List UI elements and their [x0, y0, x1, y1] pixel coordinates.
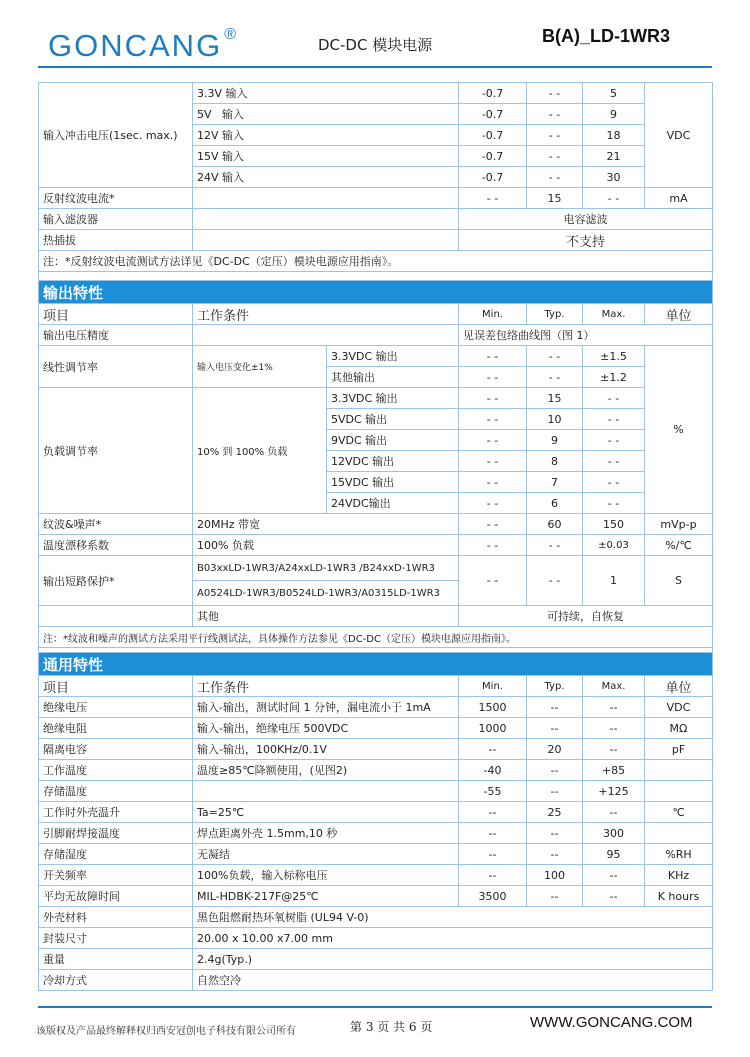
output-note: 注：*纹波和噪声的测试方法采用平行线测试法，具体操作方法参见《DC-DC（定压）模块电源应用指南》。 [39, 627, 713, 648]
input-spec-table [38, 82, 713, 293]
percent-unit: % [645, 346, 713, 514]
table-row: 反射纹波电流* - - 15 - - mA [39, 188, 713, 209]
table-row: 24V 输入 -0.7 - - 30 [39, 167, 713, 188]
table-row: 引脚耐焊接温度 焊点距离外壳 1.5mm,10 秒 -- -- 300 [39, 823, 713, 844]
table-row [39, 251, 713, 272]
section-title-general: 通用特性 [39, 653, 713, 676]
table-row: 工作温度 温度≥85℃降额使用，(见图2) -40 -- +85 [39, 760, 713, 781]
table-row: 9VDC 输出 - - 9 - - [39, 430, 713, 451]
table-row: 其他输出 - - - - ±1.2 [39, 367, 713, 388]
table-row: 冷却方式 自然空冷 [39, 970, 713, 991]
model-number: B(A)_LD-1WR3 [542, 26, 670, 46]
table-row: 输入冲击电压(1sec. max.) 3.3V 输入 -0.7 - - 5 VDC [39, 83, 713, 104]
table-row: 开关频率 100%负载，输入标称电压 -- 100 -- KHz [39, 865, 713, 886]
table-row: 存储湿度 无凝结 -- -- 95 %RH [39, 844, 713, 865]
table-row: 输出短路保护* B03xxLD-1WR3/A24xxLD-1WR3 /B24xxD-1WR3 - - - - 1 S [39, 556, 713, 581]
table-row: A0524LD-1WR3/B0524LD-1WR3/A0315LD-1WR3 [39, 581, 713, 606]
table-row: 线性调节率 输入电压变化±1% 3.3VDC 输出 - - - - ±1.5 % [39, 346, 713, 367]
table-row: 纹波&噪声* 20MHz 带宽 - - 60 150 mVp-p [39, 514, 713, 535]
table-header: 项目 工作条件 Min. Typ. Max. 单位 [39, 304, 713, 325]
table-row: 24VDC输出 - - 6 - - [39, 493, 713, 514]
table-row: 输入滤波器 电容滤波 [39, 209, 713, 230]
header-divider [38, 66, 712, 68]
table-row: 重量 2.4g(Typ.) [39, 949, 713, 970]
table-row: 封装尺寸 20.00 x 10.00 x7.00 mm [39, 928, 713, 949]
table-row: 外壳材料 黑色阻燃耐热环氧树脂 (UL94 V-0) [39, 907, 713, 928]
surge-label: 输入冲击电压(1sec. max.) [39, 83, 193, 188]
table-row: 平均无故障时间 MIL-HDBK-217F@25℃ 3500 -- -- K hours [39, 886, 713, 907]
table-header: 项目 工作条件 Min. Typ. Max. 单位 [39, 676, 713, 697]
table-row: 绝缘电阻 输入-输出，绝缘电压 500VDC 1000 -- -- MΩ [39, 718, 713, 739]
output-spec-table [38, 280, 713, 669]
table-row: 12VDC 输出 - - 8 - - [39, 451, 713, 472]
table-row: 绝缘电压 输入-输出，测试时间 1 分钟，漏电流小于 1mA 1500 -- -- VDC [39, 697, 713, 718]
table-row: 12V 输入 -0.7 - - 18 [39, 125, 713, 146]
input-note: 注：*反射纹波电流测试方法详见《DC-DC（定压）模块电源应用指南》。 [39, 251, 713, 272]
table-row: 负载调节率 10% 到 100% 负载 3.3VDC 输出 - - 15 - - [39, 388, 713, 409]
footer-divider [38, 1006, 712, 1008]
table-row: 输出电压精度 见误差包络曲线图（图 1） [39, 325, 713, 346]
table-row: 热插拔 不支持 [39, 230, 713, 251]
brand-logo: GONCANG ® [48, 25, 238, 63]
surge-unit: VDC [645, 83, 713, 188]
table-row: 15VDC 输出 - - 7 - - [39, 472, 713, 493]
table-row: 5VDC 输出 - - 10 - - [39, 409, 713, 430]
table-row: 温度漂移系数 100% 负载 - - - - ±0.03 %/℃ [39, 535, 713, 556]
table-row: 存储温度 -55 -- +125 [39, 781, 713, 802]
website-link[interactable]: WWW.GONCANG.COM [530, 1014, 693, 1031]
page-number: 第 3 页 共 6 页 [350, 1020, 433, 1034]
table-row: 隔离电容 输入-输出，100KHz/0.1V -- 20 -- pF [39, 739, 713, 760]
table-row: 5V 输入 -0.7 - - 9 [39, 104, 713, 125]
section-title-output: 输出特性 [39, 281, 713, 304]
table-row [39, 627, 713, 648]
table-row: 15V 输入 -0.7 - - 21 [39, 146, 713, 167]
table-row: 其他 可持续，自恢复 [39, 606, 713, 627]
table-row: 工作时外壳温升 Ta=25℃ -- 25 -- ℃ [39, 802, 713, 823]
product-category: DC-DC 模块电源 [318, 36, 433, 54]
copyright-text: 该版权及产品最终解释权归西安冠创电子科技有限公司所有 [36, 1026, 296, 1037]
general-spec-table [38, 652, 713, 991]
